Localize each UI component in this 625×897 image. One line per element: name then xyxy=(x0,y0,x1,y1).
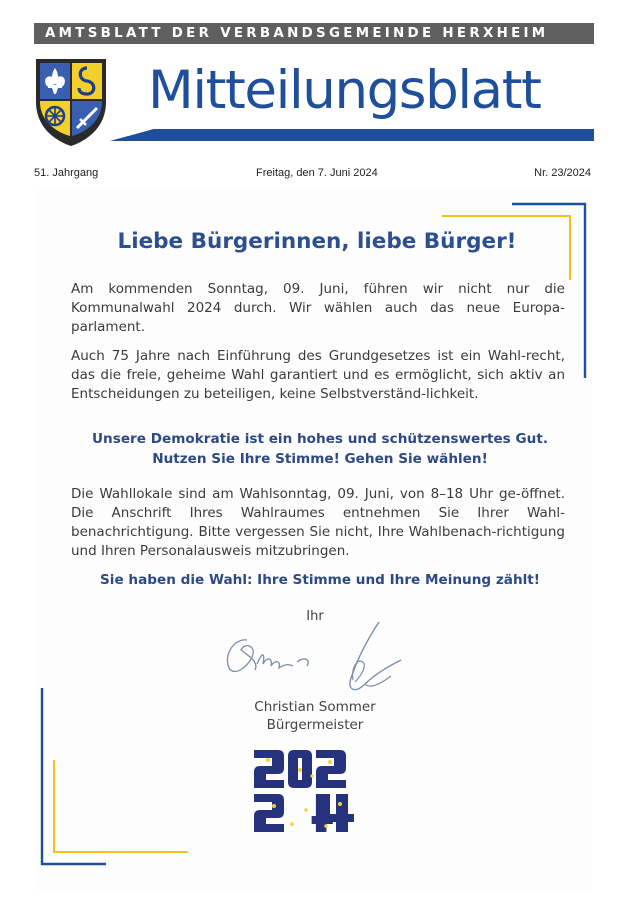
signer-title: Bürgermeister xyxy=(266,717,364,733)
frame-corner-bottom-left xyxy=(38,680,198,870)
emphasis-choice: Sie haben die Wahl: Ihre Stimme und Ihre Meinung zählt! xyxy=(100,572,540,588)
volume-label: 51. Jahrgang xyxy=(34,167,99,179)
europawahl-2024-logo-icon xyxy=(252,746,370,836)
emphasis-democracy-line-1: Unsere Demokratie ist ein hohes und schützenswertes Gut. xyxy=(92,431,548,447)
letter-heading: Liebe Bürgerinnen, liebe Bürger! xyxy=(117,229,517,254)
issue-date: Freitag, den 7. Juni 2024 xyxy=(256,167,378,179)
masthead-banner: AMTSBLATT DER VERBANDSGEMEINDE HERXHEIM xyxy=(34,23,594,44)
title-underline xyxy=(110,129,594,141)
issue-number: Nr. 23/2024 xyxy=(534,167,591,179)
paragraph-grundgesetz: Auch 75 Jahre nach Einführung des Grundgesetzes ist ein Wahl-recht, das die freie, geheime Wahl garantiert und es ermöglicht, sich aktiv an Entscheidungen zu beteiligen, keine Selbstverständ-lichkeit. xyxy=(71,348,565,402)
paragraph-elections: Am kommenden Sonntag, 09. Juni, führen wir nicht nur die Kommunalwahl 2024 durch. Wir wählen auch das neue Europa-parlament. xyxy=(71,281,565,335)
coat-of-arms-icon xyxy=(33,56,109,148)
emphasis-democracy-line-2: Nutzen Sie Ihre Stimme! Gehen Sie wählen! xyxy=(152,451,488,467)
signer-block xyxy=(200,698,430,734)
paragraph-polling-stations: Die Wahllokale sind am Wahlsonntag, 09. Juni, von 8–18 Uhr ge-öffnet. Die Anschrift Ihres Wahlraumes entnehmen Sie Ihrer Wahl-benachrichtigung. Bitte vergessen Sie nicht, Ihre Wahlbenach-richtigung und Ihren Personalausweis mitzubringen. xyxy=(71,486,565,559)
signer-name: Christian Sommer xyxy=(254,699,376,715)
signature xyxy=(215,620,425,700)
publication-title: Mitteilungsblatt xyxy=(148,60,541,121)
closing-word: Ihr xyxy=(306,609,324,624)
